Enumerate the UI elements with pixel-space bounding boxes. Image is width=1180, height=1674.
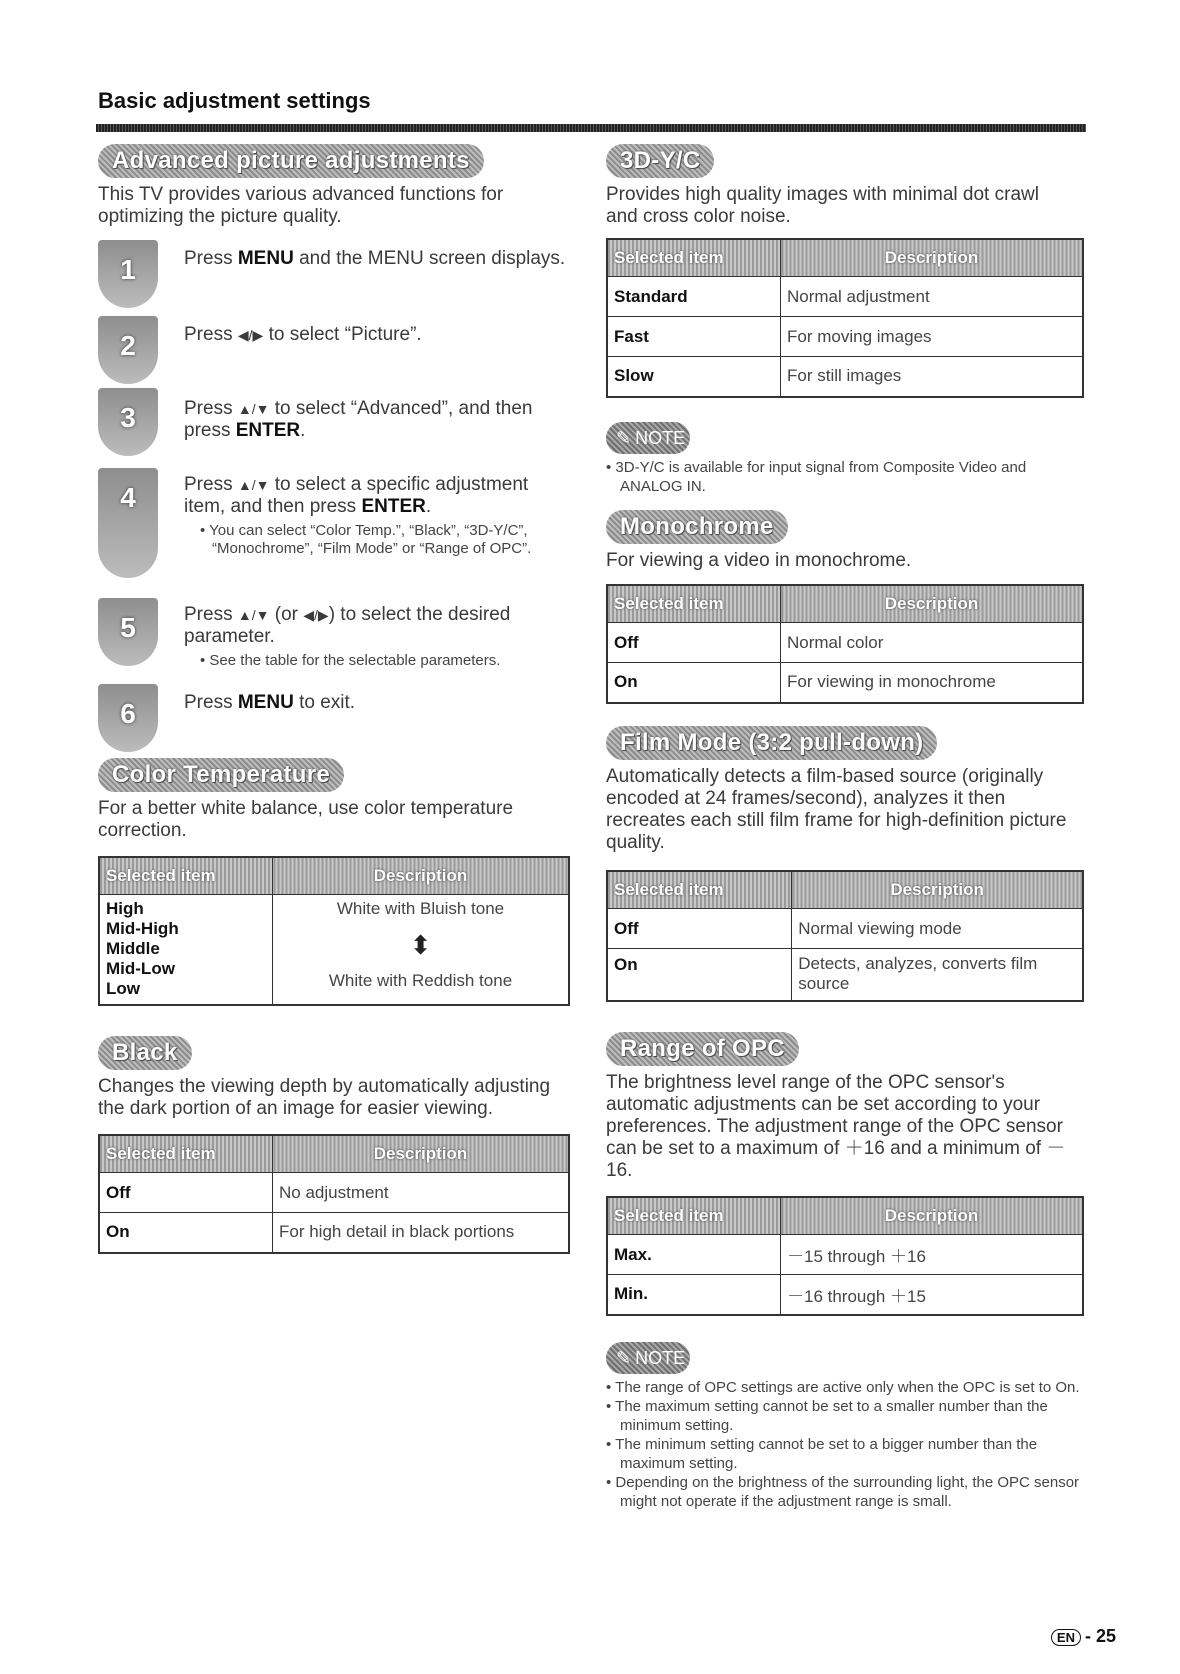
range-of-opc-intro: The brightness level range of the OPC sensor's automatic adjustments can be set according to your preferences. The adjustment range of the OPC sensor can be set to a maximum of ＋16 and a minimum of －16. xyxy=(606,1072,1066,1181)
color-temperature-intro: For a better white balance, use color temperature correction. xyxy=(98,798,514,841)
table-row: Fast For moving images xyxy=(607,317,1083,357)
step-5-sub-bullet: • See the table for the selectable parameters. xyxy=(200,652,501,669)
step-3-badge: 3 xyxy=(98,388,158,456)
column-header-description: Description xyxy=(273,857,570,895)
column-header-item: Selected item xyxy=(99,857,273,895)
column-header-item: Selected item xyxy=(607,239,781,277)
step-6-text: Press MENU to exit. xyxy=(184,692,356,713)
up-down-arrows-icon: ▲/▼ xyxy=(237,607,270,623)
3dyc-note-badge: ✎ NOTE xyxy=(606,422,690,454)
advanced-intro: This TV provides various advanced functions for optimizing the picture quality. xyxy=(98,184,504,227)
table-row: On Detects, analyzes, converts film source xyxy=(607,949,1083,1001)
double-arrow-icon: ⬍ xyxy=(409,930,432,960)
table-row: Min. －16 through ＋15 xyxy=(607,1275,1083,1315)
column-header-description: Description xyxy=(781,585,1084,623)
film-mode-intro: Automatically detects a film-based source (originally encoded at 24 frames/second), analyzes it then recreates each still film frame for high-definition picture quality. xyxy=(606,766,1067,853)
table-row: High Mid-High Middle Mid-Low Low xyxy=(99,895,273,1005)
3dyc-note-list xyxy=(606,458,1076,496)
color-temperature-heading: Color Temperature xyxy=(98,758,344,792)
table-row: Off Normal color xyxy=(607,623,1083,663)
step-2-badge: 2 xyxy=(98,316,158,384)
opc-note-list xyxy=(606,1378,1094,1511)
table-row: Standard Normal adjustment xyxy=(607,277,1083,317)
table-row: Off No adjustment xyxy=(99,1173,569,1213)
column-header-item: Selected item xyxy=(99,1135,273,1173)
table-row: On For viewing in monochrome xyxy=(607,663,1083,703)
desc-bluish: White with Bluish tone xyxy=(336,899,505,918)
step-6-badge: 6 xyxy=(98,684,158,752)
note-item: • 3D-Y/C is available for input signal from Composite Video and ANALOG IN. xyxy=(606,459,1027,495)
column-header-item: Selected item xyxy=(607,585,781,623)
film-mode-heading: Film Mode (3:2 pull-down) xyxy=(606,726,937,760)
header-rule xyxy=(96,124,1086,132)
up-down-arrows-icon: ▲/▼ xyxy=(237,401,270,417)
film-mode-table xyxy=(606,870,1084,1002)
step-4-sub-bullet: • You can select “Color Temp.”, “Black”, “3D-Y/C”, “Monochrome”, “Film Mode” or “Range of OPC”. xyxy=(200,522,532,557)
step-5-badge: 5 xyxy=(98,598,158,666)
3dyc-table xyxy=(606,238,1084,398)
monochrome-heading: Monochrome xyxy=(606,510,788,544)
table-row: On For high detail in black portions xyxy=(99,1213,569,1253)
note-item: • The maximum setting cannot be set to a smaller number than the minimum setting. xyxy=(606,1398,1048,1434)
desc-reddish: White with Reddish tone xyxy=(328,971,513,990)
note-item: • The range of OPC settings are active only when the OPC is set to On. xyxy=(606,1379,1080,1396)
column-header-item: Selected item xyxy=(607,871,792,909)
pencil-icon: ✎ xyxy=(616,428,632,448)
step-3-text: Press ▲/▼ to select “Advanced”, and then press ENTER. xyxy=(184,398,533,441)
column-header-description: Description xyxy=(273,1135,570,1173)
column-header-item: Selected item xyxy=(607,1197,781,1235)
3dyc-intro: Provides high quality images with minimal dot crawl and cross color noise. xyxy=(606,184,1039,227)
step-4-badge: 4 xyxy=(98,468,158,578)
column-header-description: Description xyxy=(781,239,1084,277)
column-header-description: Description xyxy=(781,1197,1084,1235)
black-intro: Changes the viewing depth by automatically adjusting the dark portion of an image for easier viewing. xyxy=(98,1076,551,1119)
black-table xyxy=(98,1134,570,1254)
table-row: Max. －15 through ＋16 xyxy=(607,1235,1083,1275)
step-5-text: Press ▲/▼ (or ◀/▶) to select the desired parameter. • See the table for the selectable parameters. xyxy=(184,604,574,670)
step-4-text: Press ▲/▼ to select a specific adjustment item, and then press ENTER. • You can select “Color Temp.”, “Black”, “3D-Y/C”, “Monochrome”, “Film Mode” or “Range of OPC”. xyxy=(184,474,574,558)
advanced-heading: Advanced picture adjustments xyxy=(98,144,484,178)
note-item: • The minimum setting cannot be set to a bigger number than the maximum setting. xyxy=(606,1436,1038,1472)
step-1-text: Press MENU and the MENU screen displays. xyxy=(184,248,566,269)
table-row: Slow For still images xyxy=(607,357,1083,397)
monochrome-table xyxy=(606,584,1084,704)
page-number: EN - 25 xyxy=(1051,1626,1116,1647)
left-right-arrows-icon: ◀/▶ xyxy=(237,327,264,343)
page-section-title: Basic adjustment settings xyxy=(98,88,371,113)
range-of-opc-table xyxy=(606,1196,1084,1316)
pencil-icon: ✎ xyxy=(616,1348,632,1368)
monochrome-intro: For viewing a video in monochrome. xyxy=(606,550,912,571)
table-row: Off Normal viewing mode xyxy=(607,909,1083,949)
step-2-text: Press ◀/▶ to select “Picture”. xyxy=(184,324,422,345)
opc-note-badge: ✎ NOTE xyxy=(606,1342,690,1374)
left-right-arrows-icon: ◀/▶ xyxy=(303,607,329,623)
color-temperature-table xyxy=(98,856,570,1006)
range-of-opc-heading: Range of OPC xyxy=(606,1032,799,1066)
up-down-arrows-icon: ▲/▼ xyxy=(237,477,270,493)
column-header-description: Description xyxy=(792,871,1083,909)
language-badge: EN xyxy=(1051,1629,1081,1646)
3dyc-heading: 3D-Y/C xyxy=(606,144,714,178)
note-item: • Depending on the brightness of the surrounding light, the OPC sensor might not operate if the adjustment range is small. xyxy=(606,1474,1080,1510)
black-heading: Black xyxy=(98,1036,192,1070)
step-1-badge: 1 xyxy=(98,240,158,308)
